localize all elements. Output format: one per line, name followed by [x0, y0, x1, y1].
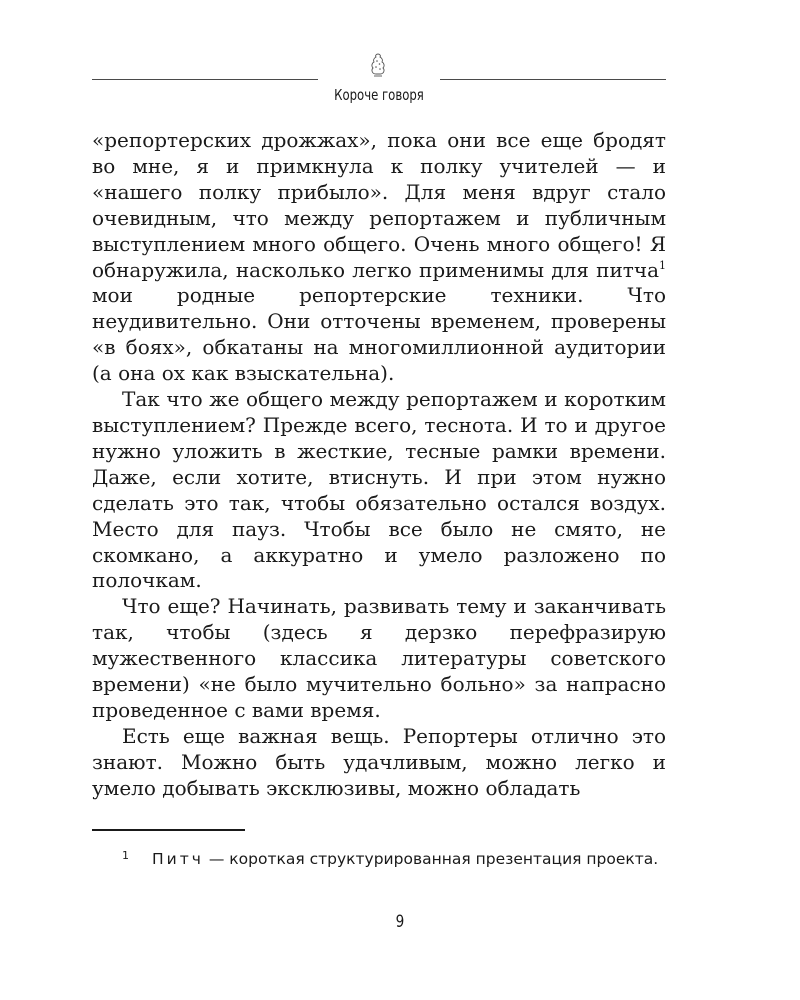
footnote-term: Питч [152, 850, 204, 868]
paragraph: Так что же общего между репортажем и коротким выступлением? Прежде всего, теснота. И то и другое нужно уложить в жесткие, тесные рамки времени. Даже, если хотите, втиснуть. И при этом нужно сделать это так, чтобы обязательно остался воздух. Место для пауз. Чтобы все было не смято, не скомкано, а аккуратно и умело разложено по полочкам. [92, 387, 666, 593]
header-rule-right [440, 79, 666, 80]
footnote-divider [92, 829, 245, 831]
bell-illustration-icon [368, 52, 388, 80]
page-number: 9 [395, 912, 405, 932]
header-rule-left [92, 79, 318, 80]
running-title: Короче говоря [334, 86, 424, 104]
footnote-reference[interactable]: 1 [659, 258, 666, 272]
paragraph: Есть еще важная вещь. Репортеры отлично это знают. Можно быть удачливым, можно легко и умело добывать эксклюзивы, можно обладать [92, 723, 666, 800]
paragraph [92, 128, 666, 387]
paragraph-text: «репортерских дрожжах», пока они все еще бродят во мне, я и примкнула к полку учителей — и «нашего полку прибыло». Для меня вдруг стало очевидным, что между репортажем и публичным выступлением много общего. Очень много общего! Я обнаружила, насколько легко применимы для питча [92, 128, 666, 282]
paragraph: Что еще? Начинать, развивать тему и заканчивать так, чтобы (здесь я дерзко перефразирую мужественного классика литературы советского времени) «не было мучительно больно» за напрасно проведенное с вами время. [92, 594, 666, 722]
paragraph-text: мои родные репортерские техники. Что неудивительно. Они отточены временем, проверены «в боях», обкатаны на многомиллионной аудитории (а она ох как взыскательна). [92, 283, 666, 386]
footnote: 1 Питч — короткая структурированная презентация проекта. [122, 849, 659, 868]
footnote-text: — короткая структурированная презентация проекта. [203, 850, 659, 868]
main-text [92, 128, 666, 802]
running-header [92, 48, 666, 108]
